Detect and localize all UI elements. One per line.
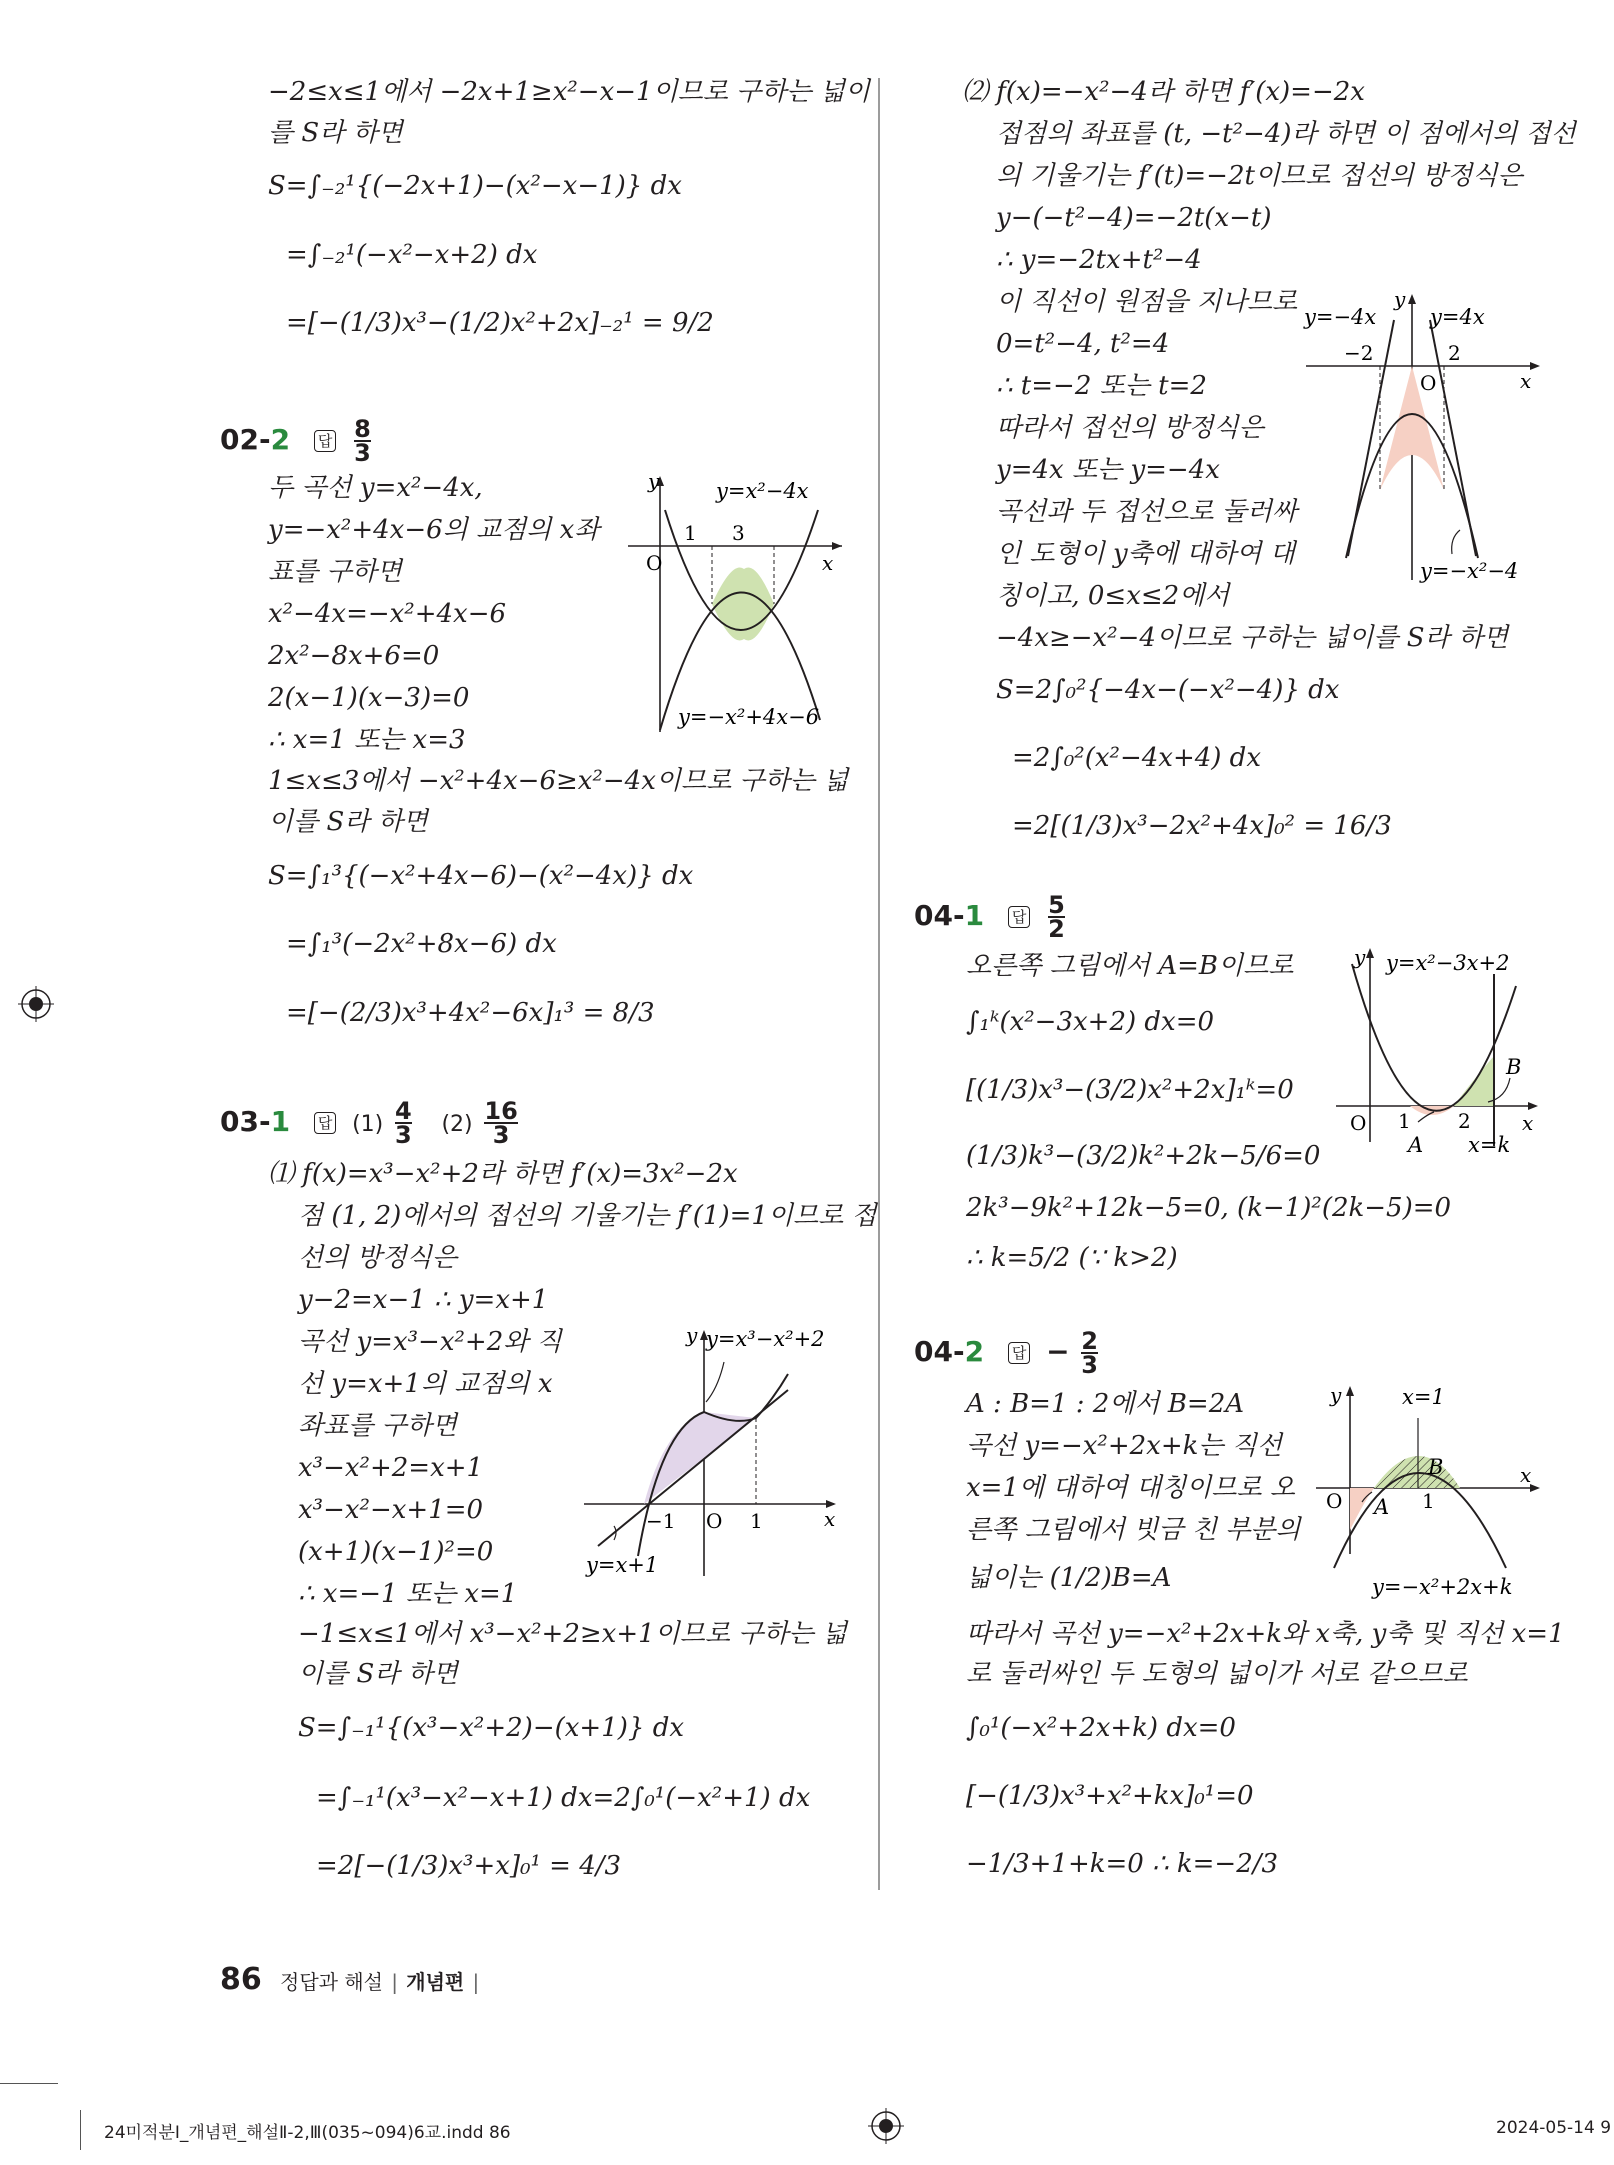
part-label: (2) — [441, 1112, 473, 1137]
equation-line: =[−(1/3)x³−(1/2)x²+2x]₋₂¹ = 9/2 — [286, 308, 714, 338]
equation-line: =∫₋₁¹(x³−x²−x+1) dx=2∫₀¹(−x²+1) dx — [316, 1783, 811, 1813]
denominator: 3 — [492, 1121, 510, 1149]
answer-fraction — [1081, 1327, 1098, 1379]
text-line: 곡선 y=−x²+2x+k는 직선 — [966, 1431, 1282, 1461]
curve-label: y=−4x — [1304, 305, 1377, 329]
text-line: 점 (1, 2)에서의 접선의 기울기는 f′(1)=1이므로 접 — [298, 1201, 877, 1231]
text-line: 인 도형이 y축에 대하여 대 — [996, 539, 1295, 569]
problem-header — [914, 891, 1067, 943]
line-label: x=k — [1468, 1133, 1511, 1157]
graph-03-1 — [578, 1318, 850, 1580]
axis-label-y: y — [686, 1323, 698, 1347]
curve-label: y=−x²−4 — [1420, 559, 1519, 583]
axis-label-x: x — [1522, 1111, 1534, 1135]
equation-line: =[−(2/3)x³+4x²−6x]₁³ = 8/3 — [286, 998, 655, 1028]
text-line: 두 곡선 y=x²−4x, — [268, 473, 483, 503]
curve-label: y=x²−3x+2 — [1386, 951, 1510, 975]
answer-sign: − — [1046, 1335, 1070, 1368]
shaded-region-a — [1350, 1488, 1374, 1530]
region-label-a: A — [1408, 1133, 1424, 1157]
registration-mark-icon — [868, 2108, 904, 2144]
problem-label: 03- — [220, 1105, 271, 1138]
text-line: 오른쪽 그림에서 A=B이므로 — [966, 951, 1294, 981]
axis-label-x: x — [824, 1507, 836, 1531]
equation-line: ∴ x=−1 또는 x=1 — [298, 1579, 518, 1609]
print-date: 2024-05-14 9 — [1496, 2118, 1612, 2138]
text-line: 이를 S라 하면 — [298, 1659, 458, 1689]
equation-line: S=∫₋₁¹{(x³−x²+2)−(x+1)} dx — [298, 1713, 685, 1743]
arrow-icon — [1408, 294, 1416, 304]
problem-header — [220, 1097, 520, 1149]
equation-line: =2∫₀²(x²−4x+4) dx — [1012, 743, 1261, 773]
text-line: −4x≥−x²−4이므로 구하는 넓이를 S라 하면 — [996, 623, 1509, 653]
tick-label: 1 — [1398, 1109, 1411, 1133]
answer-tag: 답 — [314, 1112, 337, 1134]
text-line: 따라서 접선의 방정식은 — [996, 413, 1264, 443]
equation-line: ∫₀¹(−x²+2x+k) dx=0 — [966, 1713, 1236, 1743]
page-footer — [220, 1962, 479, 1997]
text-line: 1≤x≤3에서 −x²+4x−6≥x²−4x이므로 구하는 넓 — [268, 766, 849, 796]
text-line: 따라서 곡선 y=−x²+2x+k와 x축, y축 및 직선 x=1 — [966, 1619, 1565, 1649]
axis-label-y: y — [1330, 1384, 1342, 1407]
equation-line: y−(−t²−4)=−2t(x−t) — [996, 203, 1272, 233]
crop-mark — [0, 2083, 58, 2084]
problem-label: 04- — [914, 1335, 965, 1368]
equation-line: x²−4x=−x²+4x−6 — [268, 599, 507, 629]
origin-label: O — [706, 1509, 723, 1533]
text-line: 칭이고, 0≤x≤2에서 — [996, 581, 1230, 611]
origin-label: O — [1420, 371, 1437, 395]
answer-fraction — [484, 1097, 518, 1149]
equation-line: =∫₋₂¹(−x²−x+2) dx — [286, 240, 538, 270]
axis-label-x: x — [1520, 369, 1532, 393]
region-label-b: B — [1428, 1455, 1444, 1479]
text-line: 좌표를 구하면 — [298, 1411, 457, 1441]
registration-mark-icon — [18, 986, 54, 1022]
text-line: 의 기울기는 f′(t)=−2t이므로 접선의 방정식은 — [996, 161, 1523, 191]
tick-label: 2 — [1458, 1109, 1471, 1133]
denominator: 2 — [1048, 915, 1065, 943]
crop-mark — [80, 2110, 81, 2150]
equation-line: =2[(1/3)x³−2x²+4x]₀² = 16/3 — [1012, 811, 1392, 841]
equation-line: =∫₁³(−2x²+8x−6) dx — [286, 929, 557, 959]
problem-number: 2 — [270, 423, 291, 456]
answer-fraction — [1048, 891, 1065, 943]
equation-line: 0=t²−4, t²=4 — [996, 329, 1170, 359]
tick-label: 1 — [750, 1509, 763, 1533]
equation-line: (x+1)(x−1)²=0 — [298, 1537, 494, 1567]
text-line: 곡선 y=x³−x²+2와 직 — [298, 1327, 562, 1357]
arrow-icon — [1530, 1484, 1540, 1492]
problem-label: 04- — [914, 899, 965, 932]
problem-number: 1 — [270, 1105, 291, 1138]
problem-number: 1 — [964, 899, 985, 932]
equation-line: (1/3)k³−(3/2)k²+2k−5/6=0 — [966, 1141, 1321, 1171]
graph-04-1 — [1330, 946, 1548, 1166]
equation-line: y=4x 또는 y=−4x — [996, 455, 1220, 485]
axis-label-y: y — [1354, 946, 1366, 969]
equation-line: ∴ x=1 또는 x=3 — [268, 725, 466, 755]
curve-label: y=−x²+4x−6 — [678, 705, 820, 729]
numerator: 5 — [1048, 891, 1065, 919]
footer-title: 정답과 해설 — [280, 1970, 383, 1994]
answer-tag: 답 — [1008, 906, 1031, 928]
equation-line: ∴ k=5/2 (∵ k>2) — [966, 1243, 1178, 1273]
equation-line: x³−x²+2=x+1 — [298, 1453, 484, 1483]
curve-label: y=−x²+2x+k — [1372, 1575, 1513, 1599]
numerator: 2 — [1081, 1327, 1098, 1355]
equation-line: A : B=1 : 2에서 B=2A — [966, 1389, 1245, 1419]
axis-label-x: x — [822, 551, 834, 575]
text-line: 른쪽 그림에서 빗금 친 부분의 — [966, 1515, 1301, 1545]
equation-line: ∴ t=−2 또는 t=2 — [996, 371, 1207, 401]
text-line: ⑵ f(x)=−x²−4라 하면 f′(x)=−2x — [962, 77, 1365, 107]
answer-tag: 답 — [1008, 1342, 1031, 1364]
answer-fraction — [354, 415, 371, 467]
footer-section: 개념편 — [406, 1970, 465, 1994]
separator: | — [472, 1970, 480, 1994]
origin-label: O — [646, 551, 663, 575]
denominator: 3 — [354, 439, 371, 467]
tick-label: 2 — [1448, 341, 1461, 365]
graph-04-2 — [1310, 1384, 1550, 1606]
tick-label: 3 — [732, 521, 745, 545]
text-line: 표를 구하면 — [268, 557, 402, 587]
equation-line: 넓이는 (1/2)B=A — [966, 1563, 1172, 1593]
text-line: −2≤x≤1에서 −2x+1≥x²−x−1이므로 구하는 넓이 — [268, 77, 871, 107]
text-line: 선 y=x+1의 교점의 x — [298, 1369, 553, 1399]
graph-02-2 — [620, 470, 850, 738]
curve-label: y=x³−x²+2 — [706, 1327, 825, 1351]
problem-header — [914, 1327, 1100, 1379]
numerator: 4 — [395, 1097, 412, 1125]
pointer-line — [706, 1362, 724, 1402]
text-line: 를 S라 하면 — [268, 118, 403, 148]
column-divider — [878, 78, 880, 1890]
text-line: 이 직선이 원점을 지나므로 — [996, 287, 1298, 317]
axis-label-y: y — [648, 470, 660, 493]
line-label: x=1 — [1402, 1385, 1445, 1409]
graph-03-2 — [1300, 290, 1548, 590]
numerator: 8 — [354, 415, 371, 443]
text-line: y=−x²+4x−6의 교점의 x좌 — [268, 515, 600, 545]
equation-line: 2x²−8x+6=0 — [268, 641, 440, 671]
text-line: −1≤x≤1에서 x³−x²+2≥x+1이므로 구하는 넓 — [298, 1619, 848, 1649]
equation-line: S=∫₋₂¹{(−2x+1)−(x²−x−1)} dx — [268, 171, 682, 201]
text-line: 선의 방정식은 — [298, 1243, 457, 1273]
axis-label-x: x — [1520, 1463, 1532, 1487]
part-label: (1) — [352, 1112, 384, 1137]
region-label-b: B — [1506, 1055, 1522, 1079]
arrow-icon — [1528, 1102, 1538, 1110]
equation-line: ∴ y=−2tx+t²−4 — [996, 245, 1202, 275]
tick-label: 1 — [684, 521, 697, 545]
equation-line: =2[−(1/3)x³+x]₀¹ = 4/3 — [316, 1851, 622, 1881]
denominator: 3 — [1081, 1351, 1098, 1379]
text-line: 로 둘러싸인 두 도형의 넓이가 서로 같으므로 — [966, 1659, 1468, 1689]
separator: | — [391, 1970, 398, 1994]
answer-fraction — [395, 1097, 412, 1149]
text-line: 이를 S라 하면 — [268, 807, 428, 837]
problem-label: 02- — [220, 423, 271, 456]
equation-line: S=∫₁³{(−x²+4x−6)−(x²−4x)} dx — [268, 861, 694, 891]
equation-line: [−(1/3)x³+x²+kx]₀¹=0 — [966, 1781, 1254, 1811]
pointer-line — [1452, 530, 1460, 554]
arrow-icon — [1346, 1386, 1354, 1396]
curve-label: y=x²−4x — [716, 479, 809, 503]
origin-label: O — [1350, 1111, 1367, 1135]
text-line: ⑴ f(x)=x³−x²+2라 하면 f′(x)=3x²−2x — [268, 1159, 738, 1189]
equation-line: −1/3+1+k=0 ∴ k=−2/3 — [966, 1849, 1279, 1879]
tick-label: −1 — [646, 1509, 676, 1533]
equation-line: x³−x²−x+1=0 — [298, 1495, 484, 1525]
tick-label: 1 — [1422, 1489, 1435, 1513]
equation-line: 2(x−1)(x−3)=0 — [268, 683, 470, 713]
file-info: 24미적분Ⅰ_개념편_해설Ⅱ-2,Ⅲ(035~094)6교.indd 86 — [104, 2123, 511, 2143]
text-line: 곡선과 두 접선으로 둘러싸 — [996, 497, 1298, 527]
shaded-region — [644, 1412, 756, 1504]
region-label-a: A — [1374, 1495, 1390, 1519]
equation-line: 2k³−9k²+12k−5=0, (k−1)²(2k−5)=0 — [966, 1193, 1452, 1223]
arrow-icon — [1366, 948, 1374, 958]
curve-label: y=x+1 — [586, 1553, 659, 1577]
numerator: 16 — [484, 1097, 518, 1125]
equation-line: y−2=x−1 ∴ y=x+1 — [298, 1285, 549, 1315]
origin-label: O — [1326, 1489, 1343, 1513]
denominator: 3 — [395, 1121, 412, 1149]
problem-number: 2 — [964, 1335, 985, 1368]
equation-line: S=2∫₀²{−4x−(−x²−4)} dx — [996, 675, 1340, 705]
equation-line: ∫₁ᵏ(x²−3x+2) dx=0 — [966, 1007, 1215, 1037]
text-line: 접점의 좌표를 (t, −t²−4)라 하면 이 점에서의 접선 — [996, 119, 1576, 149]
axis-label-y: y — [1394, 290, 1406, 311]
arrow-icon — [832, 542, 842, 550]
arrow-icon — [1530, 362, 1540, 370]
answer-tag: 답 — [314, 430, 337, 452]
curve-label: y=4x — [1430, 305, 1485, 329]
problem-header — [220, 415, 373, 467]
page-number: 86 — [220, 1962, 262, 1997]
equation-line: [(1/3)x³−(3/2)x²+2x]₁ᵏ=0 — [966, 1075, 1294, 1105]
text-line: x=1에 대하여 대칭이므로 오 — [966, 1473, 1295, 1503]
tick-label: −2 — [1344, 341, 1374, 365]
